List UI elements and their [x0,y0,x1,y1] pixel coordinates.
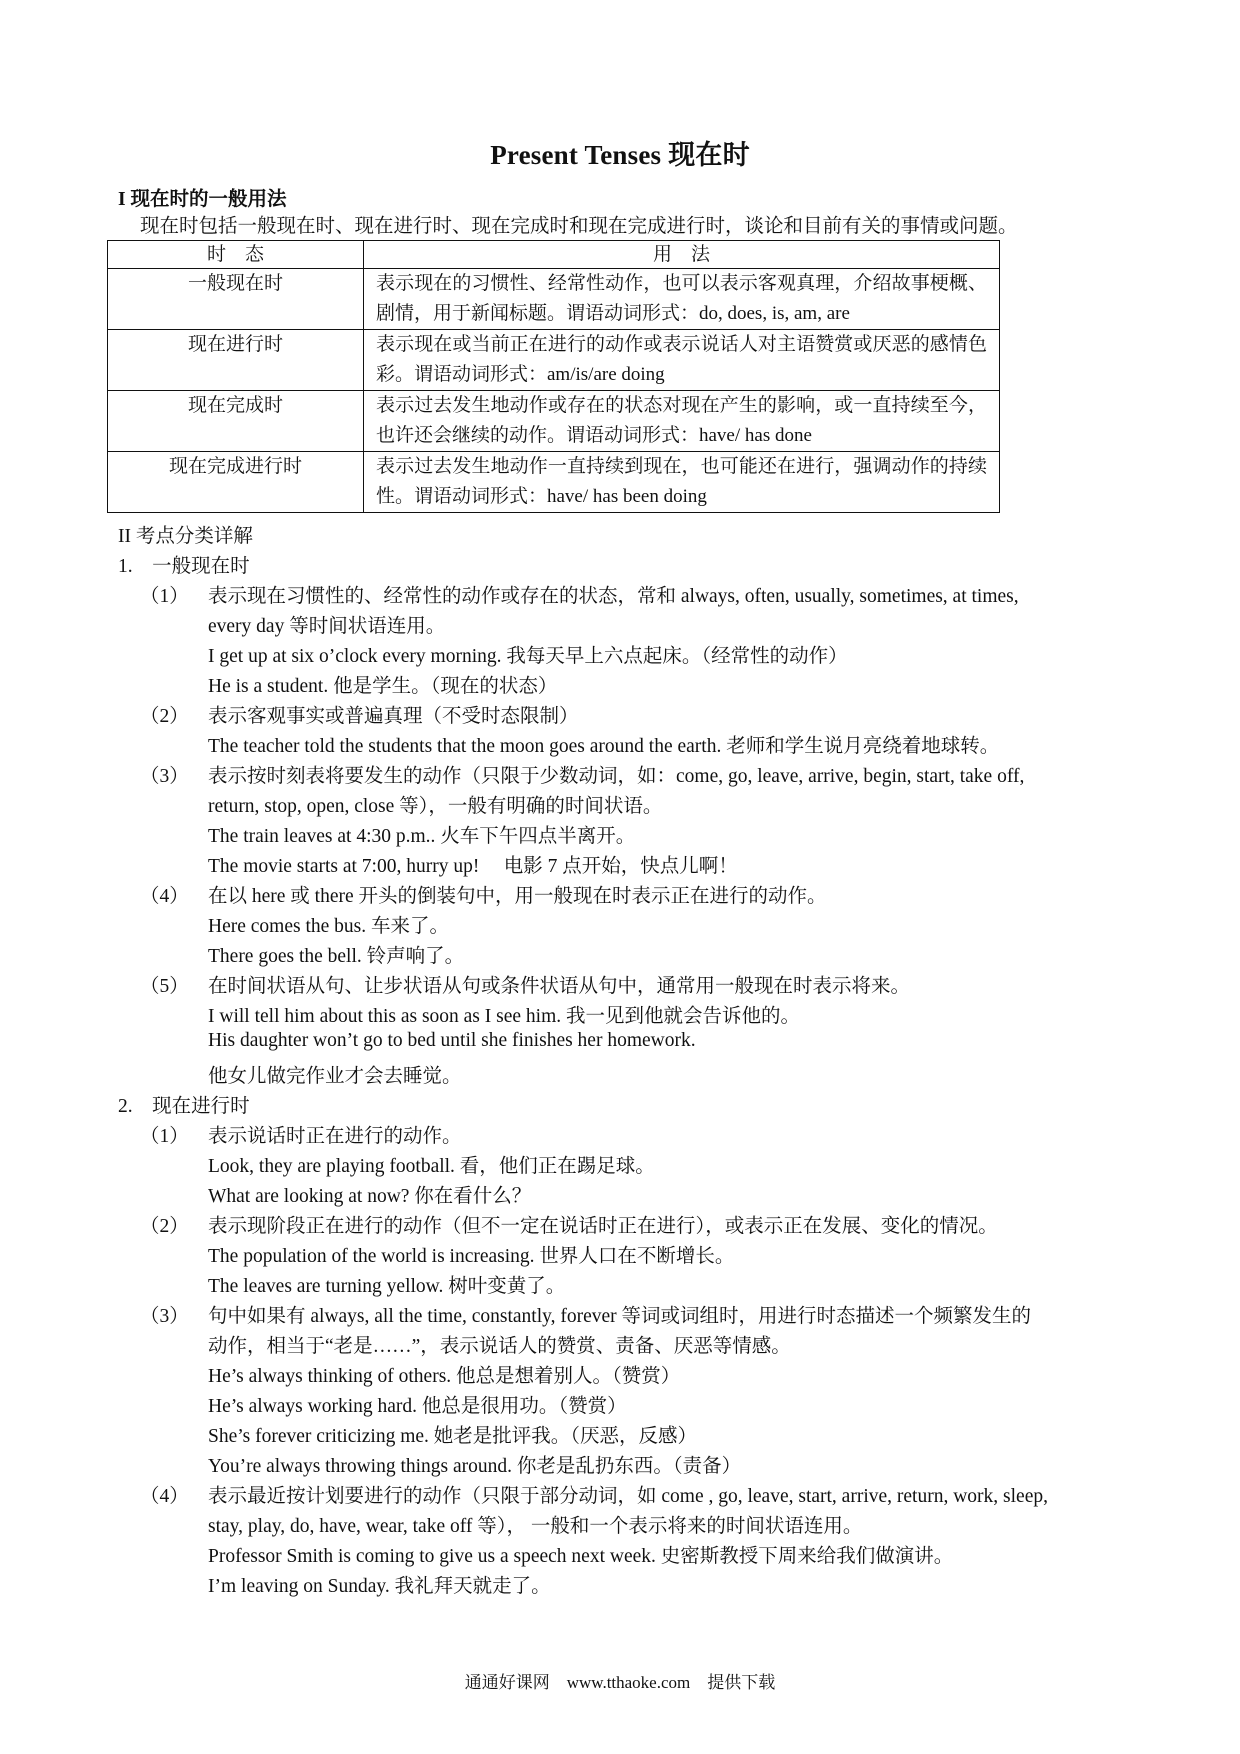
example-sentence: The leaves are turning yellow. 树叶变黄了。 [208,1276,566,1297]
item-text: 表示按时刻表将要发生的动作（只限于少数动词，如：come, go, leave, arrive, begin, start, take off, [208,766,1025,787]
section-heading: 2. 现在进行时 [118,1096,250,1117]
item-text: 表示现阶段正在进行的动作（但不一定在说话时正在进行），或表示正在发展、变化的情况。 [208,1216,998,1237]
table-row [108,330,1000,391]
item-number: （3） [140,1306,189,1327]
item-text: every day 等时间状语连用。 [208,616,446,637]
tense-cell: 一般现在时 [108,269,364,330]
example-sentence: The population of the world is increasing. 世界人口在不断增长。 [208,1246,735,1267]
item-text: 表示最近按计划要进行的动作（只限于部分动词，如 come , go, leave, start, arrive, return, work, sleep, [208,1486,1048,1507]
example-sentence: I get up at six o’clock every morning. 我每天早上六点起床。（经常性的动作） [208,646,848,667]
usage-cell: 表示过去发生地动作或存在的状态对现在产生的影响，或一直持续至今，也许还会继续的动作。谓语动词形式：have/ has done [364,391,1000,452]
example-sentence: The movie starts at 7:00, hurry up! 电影 7 点开始，快点儿啊！ [208,856,738,877]
example-sentence: Look, they are playing football. 看，他们正在踢足球。 [208,1156,655,1177]
example-sentence: The train leaves at 4:30 p.m.. 火车下午四点半离开。 [208,826,636,847]
example-sentence: His daughter won’t go to bed until she finishes her homework. [208,1030,696,1051]
example-sentence: The teacher told the students that the moon goes around the earth. 老师和学生说月亮绕着地球转。 [208,736,1000,757]
header-usage: 用 法 [364,241,1000,269]
item-text: 表示客观事实或普遍真理（不受时态限制） [208,706,579,727]
item-number: （3） [140,766,189,787]
item-text: stay, play, do, have, wear, take off 等）， 一般和一个表示将来的时间状语连用。 [208,1516,863,1537]
part2-heading: II 考点分类详解 [118,526,253,547]
item-number: （1） [140,586,189,607]
item-number: （4） [140,886,189,907]
item-text: 表示说话时正在进行的动作。 [208,1126,462,1147]
item-number: （4） [140,1486,189,1507]
tense-usage-table [107,240,1000,513]
usage-cell: 表示过去发生地动作一直持续到现在，也可能还在进行，强调动作的持续性。谓语动词形式：have/ has been doing [364,452,1000,513]
example-sentence: Professor Smith is coming to give us a speech next week. 史密斯教授下周来给我们做演讲。 [208,1546,954,1567]
example-sentence: He is a student. 他是学生。（现在的状态） [208,676,558,697]
example-sentence: You’re always throwing things around. 你老是乱扔东西。（责备） [208,1456,742,1477]
footer-source: 通通好课网 www.tthaoke.com 提供下载 [464,1673,776,1692]
item-text: 表示现在习惯性的、经常性的动作或存在的状态，常和 always, often, usually, sometimes, at times, [208,586,1019,607]
section-heading: 1. 一般现在时 [118,556,250,577]
part1-intro: 现在时包括一般现在时、现在进行时、现在完成时和现在完成进行时，谈论和目前有关的事情或问题。 [140,216,1018,237]
part1-heading: I 现在时的一般用法 [118,189,287,210]
item-number: （5） [140,976,189,997]
item-text: 在以 here 或 there 开头的倒装句中，用一般现在时表示正在进行的动作。 [208,886,827,907]
example-sentence: I’m leaving on Sunday. 我礼拜天就走了。 [208,1576,551,1597]
tense-cell: 现在进行时 [108,330,364,391]
usage-cell: 表示现在或当前正在进行的动作或表示说话人对主语赞赏或厌恶的感情色彩。谓语动词形式：am/is/are doing [364,330,1000,391]
table-row [108,391,1000,452]
item-text: return, stop, open, close 等），一般有明确的时间状语。 [208,796,663,817]
item-number: （2） [140,706,189,727]
item-number: （1） [140,1126,189,1147]
item-text: 在时间状语从句、让步状语从句或条件状语从句中，通常用一般现在时表示将来。 [208,976,911,997]
table-header-row [108,241,1000,269]
page-title: Present Tenses 现在时 [490,140,750,170]
item-number: （2） [140,1216,189,1237]
table-row [108,452,1000,513]
example-sentence: There goes the bell. 铃声响了。 [208,946,465,967]
example-sentence: She’s forever criticizing me. 她老是批评我。（厌恶，反感） [208,1426,698,1447]
tense-cell: 现在完成时 [108,391,364,452]
tense-cell: 现在完成进行时 [108,452,364,513]
example-sentence: He’s always thinking of others. 他总是想着别人。（赞赏） [208,1366,681,1387]
example-sentence: He’s always working hard. 他总是很用功。（赞赏） [208,1396,627,1417]
example-sentence: What are looking at now? 你在看什么？ [208,1186,532,1207]
example-sentence: Here comes the bus. 车来了。 [208,916,449,937]
usage-cell: 表示现在的习惯性、经常性动作，也可以表示客观真理，介绍故事梗概、剧情，用于新闻标题。谓语动词形式：do, does, is, am, are [364,269,1000,330]
table-row [108,269,1000,330]
example-sentence: 他女儿做完作业才会去睡觉。 [208,1066,462,1087]
item-text: 动作，相当于“老是……”，表示说话人的赞赏、责备、厌恶等情感。 [208,1336,791,1357]
example-sentence: I will tell him about this as soon as I see him. 我一见到他就会告诉他的。 [208,1006,800,1027]
item-text: 句中如果有 always, all the time, constantly, forever 等词或词组时，用进行时态描述一个频繁发生的 [208,1306,1032,1327]
header-tense: 时 态 [108,241,364,269]
